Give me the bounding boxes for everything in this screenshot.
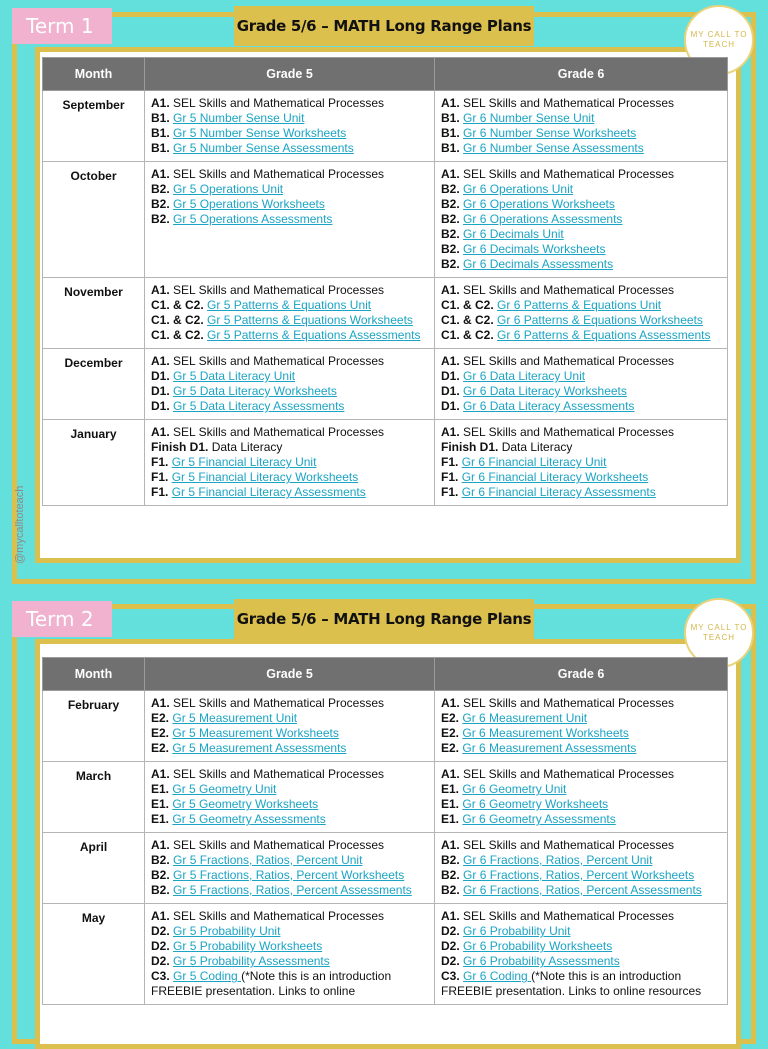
plan-line: [441, 969, 721, 999]
expectation-code: B2.: [151, 182, 170, 196]
expectation-code: B1.: [151, 126, 170, 140]
topic-text: SEL Skills and Mathematical Processes: [173, 767, 385, 781]
plan-line: [441, 328, 721, 343]
expectation-code: D1.: [441, 384, 460, 398]
plan-line: [151, 924, 428, 939]
plan-line: [441, 283, 721, 298]
topic-text: SEL Skills and Mathematical Processes: [463, 909, 675, 923]
plan-line: [441, 141, 721, 156]
month-cell: February: [43, 691, 145, 762]
plan-line: [441, 126, 721, 141]
topic-text: SEL Skills and Mathematical Processes: [463, 696, 675, 710]
expectation-code: C3.: [151, 969, 170, 983]
plan-line: [151, 212, 428, 227]
plan-line: [441, 384, 721, 399]
resource-link[interactable]: Gr 6 Coding: [463, 969, 532, 983]
plan-line: [151, 782, 428, 797]
month-cell: May: [43, 904, 145, 1005]
resource-link[interactable]: Gr 6 Probability Worksheets: [463, 939, 613, 953]
plan-line: [441, 354, 721, 369]
table-row: [43, 349, 728, 420]
resource-link[interactable]: Gr 5 Coding: [173, 969, 242, 983]
resource-link[interactable]: Gr 6 Decimals Worksheets: [463, 242, 606, 256]
expectation-code: A1.: [441, 354, 460, 368]
expectation-code: D2.: [441, 954, 460, 968]
table-row: [43, 278, 728, 349]
expectation-code: F1.: [441, 470, 459, 484]
topic-text: SEL Skills and Mathematical Processes: [173, 425, 385, 439]
plan-line: [441, 924, 721, 939]
expectation-code: B2.: [151, 868, 170, 882]
expectation-code: D2.: [151, 939, 170, 953]
header-grade6: Grade 6: [435, 658, 728, 691]
resource-link[interactable]: Gr 5 Operations Worksheets: [173, 197, 325, 211]
grade6-cell: [435, 349, 728, 420]
topic-text: SEL Skills and Mathematical Processes: [173, 167, 385, 181]
table-row: [43, 691, 728, 762]
header-grade5: Grade 5: [145, 58, 435, 91]
term1-rows: [43, 91, 728, 506]
table-header-row: [43, 658, 728, 691]
note-text: (*Note this is an introduction FREEBIE presentation. Links to online: [151, 969, 392, 998]
expectation-code: Finish D1.: [151, 440, 209, 454]
grade5-cell: [145, 904, 435, 1005]
topic-text: SEL Skills and Mathematical Processes: [463, 167, 675, 181]
expectation-code: A1.: [151, 767, 170, 781]
resource-link[interactable]: Gr 6 Geometry Unit: [462, 782, 567, 796]
expectation-code: D1.: [151, 399, 170, 413]
plan-line: [151, 369, 428, 384]
expectation-code: D2.: [441, 924, 460, 938]
plan-line: [151, 711, 428, 726]
month-cell: December: [43, 349, 145, 420]
plan-line: [441, 696, 721, 711]
grade6-cell: [435, 278, 728, 349]
expectation-code: B1.: [441, 141, 460, 155]
resource-link[interactable]: Gr 6 Probability Assessments: [463, 954, 620, 968]
expectation-code: E2.: [151, 711, 170, 725]
expectation-code: B2.: [151, 212, 170, 226]
expectation-code: B2.: [441, 883, 460, 897]
topic-text: SEL Skills and Mathematical Processes: [463, 96, 675, 110]
plan-line: [151, 726, 428, 741]
note-text: (*Note this is an introduction FREEBIE presentation. Links to online resources: [441, 969, 702, 998]
grade6-cell: [435, 904, 728, 1005]
resource-link[interactable]: Gr 5 Measurement Assessments: [172, 741, 347, 755]
plan-line: [151, 485, 428, 500]
resource-link[interactable]: Gr 5 Patterns & Equations Worksheets: [207, 313, 413, 327]
resource-link[interactable]: Gr 6 Fractions, Ratios, Percent Worksheets: [463, 868, 695, 882]
grade5-cell: [145, 762, 435, 833]
resource-link[interactable]: Gr 5 Probability Worksheets: [173, 939, 323, 953]
expectation-code: B1.: [441, 126, 460, 140]
resource-link[interactable]: Gr 6 Patterns & Equations Worksheets: [497, 313, 703, 327]
logo-badge: MY CALL TO TEACH: [684, 5, 754, 75]
plan-line: [441, 782, 721, 797]
expectation-code: A1.: [441, 838, 460, 852]
resource-link[interactable]: Gr 5 Data Literacy Unit: [173, 369, 296, 383]
expectation-code: C1. & C2.: [441, 328, 494, 342]
plan-line: [441, 440, 721, 455]
resource-link[interactable]: Gr 5 Fractions, Ratios, Percent Unit: [173, 853, 363, 867]
expectation-code: B1.: [151, 141, 170, 155]
resource-link[interactable]: Gr 5 Patterns & Equations Assessments: [207, 328, 421, 342]
plan-line: [151, 440, 428, 455]
resource-link[interactable]: Gr 5 Probability Assessments: [173, 954, 330, 968]
plan-line: [441, 298, 721, 313]
resource-link[interactable]: Gr 6 Data Literacy Worksheets: [463, 384, 627, 398]
expectation-code: A1.: [441, 767, 460, 781]
expectation-code: C1. & C2.: [151, 328, 204, 342]
resource-link[interactable]: Gr 6 Number Sense Worksheets: [463, 126, 637, 140]
resource-link[interactable]: Gr 5 Number Sense Worksheets: [173, 126, 347, 140]
plan-line: [151, 883, 428, 898]
expectation-code: A1.: [151, 167, 170, 181]
plan-line: [151, 354, 428, 369]
plan-line: [441, 711, 721, 726]
resource-link[interactable]: Gr 6 Financial Literacy Assessments: [461, 485, 656, 499]
expectation-code: C1. & C2.: [151, 298, 204, 312]
resource-link[interactable]: Gr 5 Financial Literacy Assessments: [171, 485, 366, 499]
expectation-code: A1.: [441, 167, 460, 181]
expectation-code: B2.: [151, 883, 170, 897]
expectation-code: B1.: [151, 111, 170, 125]
expectation-code: A1.: [151, 696, 170, 710]
plan-line: [441, 111, 721, 126]
resource-link[interactable]: Gr 6 Measurement Unit: [462, 711, 588, 725]
expectation-code: D1.: [151, 369, 170, 383]
expectation-code: A1.: [441, 696, 460, 710]
plan-line: [151, 182, 428, 197]
month-cell: September: [43, 91, 145, 162]
term2-rows: [43, 691, 728, 1005]
watermark-text: @mycalltoteach: [14, 485, 26, 565]
expectation-code: E2.: [151, 741, 170, 755]
plan-line: [151, 313, 428, 328]
expectation-code: A1.: [151, 838, 170, 852]
plan-line: [151, 425, 428, 440]
term2-table: [42, 657, 728, 1005]
resource-link[interactable]: Gr 6 Data Literacy Assessments: [463, 399, 635, 413]
plan-line: [441, 425, 721, 440]
grade5-cell: [145, 278, 435, 349]
expectation-code: F1.: [441, 455, 459, 469]
expectation-code: E2.: [151, 726, 170, 740]
table-row: [43, 420, 728, 506]
plan-line: [151, 399, 428, 414]
plan-line: [151, 328, 428, 343]
term1-table: [42, 57, 728, 506]
resource-link[interactable]: Gr 5 Fractions, Ratios, Percent Assessments: [173, 883, 412, 897]
expectation-code: A1.: [151, 425, 170, 439]
grade6-cell: [435, 91, 728, 162]
plan-line: [151, 853, 428, 868]
resource-link[interactable]: Gr 6 Geometry Worksheets: [462, 797, 609, 811]
resource-link[interactable]: Gr 6 Financial Literacy Worksheets: [461, 470, 649, 484]
expectation-code: A1.: [441, 96, 460, 110]
expectation-code: A1.: [151, 283, 170, 297]
plan-line: [151, 96, 428, 111]
grade5-cell: [145, 91, 435, 162]
resource-link[interactable]: Gr 6 Number Sense Unit: [463, 111, 595, 125]
month-cell: April: [43, 833, 145, 904]
plan-line: [441, 939, 721, 954]
expectation-code: E1.: [151, 782, 170, 796]
resource-link[interactable]: Gr 6 Patterns & Equations Assessments: [497, 328, 711, 342]
plan-line: [441, 741, 721, 756]
expectation-code: B2.: [151, 853, 170, 867]
expectation-code: B2.: [441, 212, 460, 226]
resource-link[interactable]: Gr 5 Number Sense Unit: [173, 111, 305, 125]
plan-line: [441, 182, 721, 197]
term1-title: Grade 5/6 – MATH Long Range Plans: [234, 6, 534, 46]
topic-text: SEL Skills and Mathematical Processes: [173, 354, 385, 368]
resource-link[interactable]: Gr 5 Financial Literacy Unit: [171, 455, 317, 469]
plan-line: [441, 470, 721, 485]
plan-line: [441, 242, 721, 257]
expectation-code: A1.: [441, 425, 460, 439]
resource-link[interactable]: Gr 5 Financial Literacy Worksheets: [171, 470, 359, 484]
topic-text: SEL Skills and Mathematical Processes: [173, 96, 385, 110]
plan-line: [441, 96, 721, 111]
topic-text: SEL Skills and Mathematical Processes: [173, 909, 385, 923]
plan-line: [151, 969, 428, 999]
plan-line: [441, 399, 721, 414]
plan-line: [441, 797, 721, 812]
plan-line: [151, 283, 428, 298]
plan-line: [151, 167, 428, 182]
plan-line: [151, 384, 428, 399]
resource-link[interactable]: Gr 5 Fractions, Ratios, Percent Worksheets: [173, 868, 405, 882]
plan-line: [151, 455, 428, 470]
expectation-code: F1.: [151, 470, 169, 484]
grade6-cell: [435, 420, 728, 506]
resource-link[interactable]: Gr 6 Number Sense Assessments: [463, 141, 644, 155]
plan-line: [151, 838, 428, 853]
expectation-code: D2.: [151, 954, 170, 968]
header-grade6: Grade 6: [435, 58, 728, 91]
expectation-code: E1.: [151, 812, 170, 826]
resource-link[interactable]: Gr 5 Probability Unit: [173, 924, 281, 938]
resource-link[interactable]: Gr 6 Decimals Assessments: [463, 257, 614, 271]
expectation-code: B2.: [151, 197, 170, 211]
grade5-cell: [145, 691, 435, 762]
plan-line: [441, 197, 721, 212]
topic-text: SEL Skills and Mathematical Processes: [173, 283, 385, 297]
month-cell: March: [43, 762, 145, 833]
resource-link[interactable]: Gr 5 Operations Unit: [173, 182, 284, 196]
expectation-code: D1.: [151, 384, 170, 398]
resource-link[interactable]: Gr 5 Measurement Unit: [172, 711, 298, 725]
topic-text: SEL Skills and Mathematical Processes: [463, 283, 675, 297]
resource-link[interactable]: Gr 5 Geometry Unit: [172, 782, 277, 796]
resource-link[interactable]: Gr 5 Data Literacy Worksheets: [173, 384, 337, 398]
resource-link[interactable]: Gr 5 Geometry Worksheets: [172, 797, 319, 811]
grade6-cell: [435, 833, 728, 904]
resource-link[interactable]: Gr 6 Probability Unit: [463, 924, 571, 938]
plan-line: [441, 726, 721, 741]
expectation-code: E1.: [441, 797, 460, 811]
grade6-cell: [435, 691, 728, 762]
header-month: Month: [43, 58, 145, 91]
plan-line: [151, 111, 428, 126]
resource-link[interactable]: Gr 6 Operations Unit: [463, 182, 574, 196]
plan-line: [151, 696, 428, 711]
table-row: [43, 162, 728, 278]
header-month: Month: [43, 658, 145, 691]
plan-line: [151, 954, 428, 969]
expectation-code: B2.: [441, 242, 460, 256]
plan-line: [441, 868, 721, 883]
expectation-code: C3.: [441, 969, 460, 983]
resource-link[interactable]: Gr 5 Operations Assessments: [173, 212, 333, 226]
logo-badge-term2: MY CALL TO TEACH: [684, 598, 754, 668]
resource-link[interactable]: Gr 6 Fractions, Ratios, Percent Unit: [463, 853, 653, 867]
expectation-code: D1.: [441, 369, 460, 383]
plan-line: [151, 909, 428, 924]
plan-line: [441, 455, 721, 470]
plan-line: [151, 812, 428, 827]
expectation-code: A1.: [441, 283, 460, 297]
plan-line: [151, 298, 428, 313]
expectation-code: B2.: [441, 182, 460, 196]
expectation-code: C1. & C2.: [151, 313, 204, 327]
plan-line: [441, 369, 721, 384]
resource-link[interactable]: Gr 6 Financial Literacy Unit: [461, 455, 607, 469]
plan-line: [441, 767, 721, 782]
expectation-code: D1.: [441, 399, 460, 413]
plan-line: [151, 868, 428, 883]
resource-link[interactable]: Gr 5 Data Literacy Assessments: [173, 399, 345, 413]
expectation-code: B2.: [441, 868, 460, 882]
header-grade5: Grade 5: [145, 658, 435, 691]
expectation-code: A1.: [151, 909, 170, 923]
resource-link[interactable]: Gr 5 Measurement Worksheets: [172, 726, 339, 740]
topic-text: SEL Skills and Mathematical Processes: [463, 838, 675, 852]
grade5-cell: [145, 162, 435, 278]
term2-title: Grade 5/6 – MATH Long Range Plans: [234, 599, 534, 639]
resource-link[interactable]: Gr 6 Decimals Unit: [463, 227, 564, 241]
expectation-code: D2.: [441, 939, 460, 953]
expectation-code: B2.: [441, 257, 460, 271]
expectation-code: E2.: [441, 711, 460, 725]
expectation-code: F1.: [151, 455, 169, 469]
resource-link[interactable]: Gr 6 Operations Assessments: [463, 212, 623, 226]
plan-line: [151, 741, 428, 756]
expectation-code: A1.: [441, 909, 460, 923]
plan-line: [441, 167, 721, 182]
table-row: [43, 762, 728, 833]
resource-link[interactable]: Gr 6 Measurement Worksheets: [462, 726, 629, 740]
grade5-cell: [145, 833, 435, 904]
resource-link[interactable]: Gr 6 Geometry Assessments: [462, 812, 616, 826]
plan-line: [441, 257, 721, 272]
expectation-code: Finish D1.: [441, 440, 499, 454]
grade6-cell: [435, 162, 728, 278]
expectation-code: F1.: [441, 485, 459, 499]
expectation-code: E1.: [441, 782, 460, 796]
expectation-code: A1.: [151, 354, 170, 368]
plan-line: [151, 939, 428, 954]
plan-line: [151, 470, 428, 485]
grade5-cell: [145, 420, 435, 506]
expectation-code: E2.: [441, 726, 460, 740]
table-row: [43, 91, 728, 162]
resource-link[interactable]: Gr 6 Data Literacy Unit: [463, 369, 586, 383]
plan-line: [441, 883, 721, 898]
grade5-cell: [145, 349, 435, 420]
table-row: [43, 833, 728, 904]
resource-link[interactable]: Gr 5 Number Sense Assessments: [173, 141, 354, 155]
month-cell: October: [43, 162, 145, 278]
resource-link[interactable]: Gr 5 Patterns & Equations Unit: [207, 298, 372, 312]
topic-text: SEL Skills and Mathematical Processes: [463, 767, 675, 781]
plan-line: [151, 141, 428, 156]
resource-link[interactable]: Gr 6 Fractions, Ratios, Percent Assessments: [463, 883, 702, 897]
plan-line: [441, 909, 721, 924]
plan-line: [151, 197, 428, 212]
month-cell: November: [43, 278, 145, 349]
plan-line: [151, 797, 428, 812]
expectation-code: A1.: [151, 96, 170, 110]
plan-line: [441, 812, 721, 827]
term2-label: Term 2: [12, 601, 112, 637]
expectation-code: E2.: [441, 741, 460, 755]
term1-label: Term 1: [12, 8, 112, 44]
topic-text: SEL Skills and Mathematical Processes: [173, 838, 385, 852]
resource-link[interactable]: Gr 5 Geometry Assessments: [172, 812, 326, 826]
topic-text: SEL Skills and Mathematical Processes: [463, 425, 675, 439]
table-row: [43, 904, 728, 1005]
expectation-code: C1. & C2.: [441, 313, 494, 327]
expectation-code: B2.: [441, 197, 460, 211]
expectation-code: B2.: [441, 227, 460, 241]
expectation-code: F1.: [151, 485, 169, 499]
resource-link[interactable]: Gr 6 Operations Worksheets: [463, 197, 615, 211]
plan-line: [441, 227, 721, 242]
plan-line: [441, 212, 721, 227]
plan-line: [441, 485, 721, 500]
resource-link[interactable]: Gr 6 Measurement Assessments: [462, 741, 637, 755]
expectation-code: B2.: [441, 853, 460, 867]
grade6-cell: [435, 762, 728, 833]
table-header-row: [43, 58, 728, 91]
expectation-code: C1. & C2.: [441, 298, 494, 312]
topic-text: SEL Skills and Mathematical Processes: [173, 696, 385, 710]
topic-text: SEL Skills and Mathematical Processes: [463, 354, 675, 368]
expectation-code: B1.: [441, 111, 460, 125]
resource-link[interactable]: Gr 6 Patterns & Equations Unit: [497, 298, 662, 312]
plan-line: [151, 767, 428, 782]
plan-line: [441, 838, 721, 853]
expectation-code: D2.: [151, 924, 170, 938]
expectation-code: E1.: [441, 812, 460, 826]
expectation-code: E1.: [151, 797, 170, 811]
plan-line: [441, 853, 721, 868]
topic-text: Data Literacy: [501, 440, 573, 454]
plan-line: [441, 313, 721, 328]
plan-line: [151, 126, 428, 141]
plan-line: [441, 954, 721, 969]
month-cell: January: [43, 420, 145, 506]
topic-text: Data Literacy: [211, 440, 283, 454]
